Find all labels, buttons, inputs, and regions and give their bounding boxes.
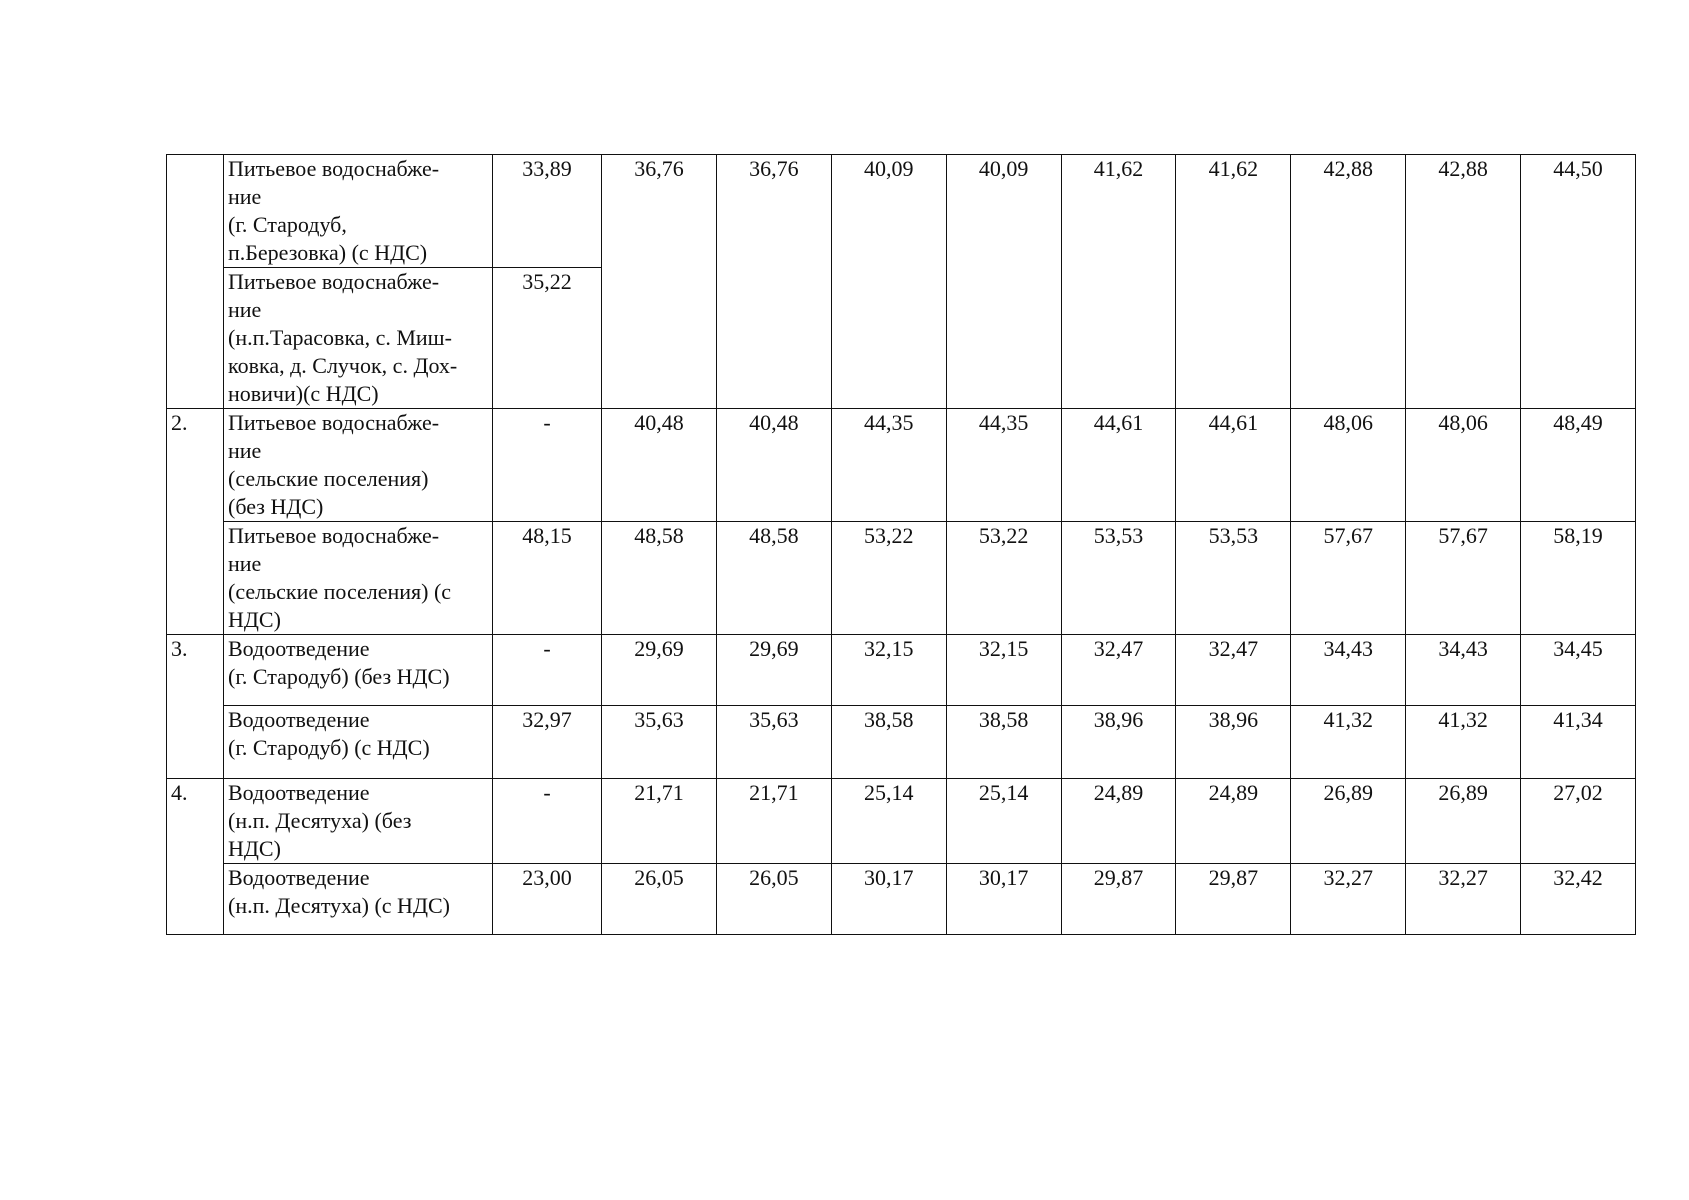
base-value-cell: 35,22 <box>493 268 602 409</box>
value-cell: 41,34 <box>1521 706 1636 779</box>
value-cell: 35,63 <box>602 706 717 779</box>
value-cell: 41,62 <box>1061 155 1176 409</box>
value-cell: 34,43 <box>1406 635 1521 706</box>
value-cell: 21,71 <box>716 779 831 864</box>
service-name-text: Питьевое водоснабже- ние (сельские поселения) (без НДС) <box>228 410 440 519</box>
table-row <box>167 522 1636 635</box>
table-row <box>167 409 1636 522</box>
value-cell: 32,47 <box>1061 635 1176 706</box>
value-cell: 40,48 <box>602 409 717 522</box>
value-cell: 38,96 <box>1061 706 1176 779</box>
value-cell: 30,17 <box>831 864 946 935</box>
value-cell: 24,89 <box>1176 779 1291 864</box>
value-cell: 36,76 <box>602 155 717 409</box>
service-name <box>224 522 493 635</box>
value-cell: 25,14 <box>946 779 1061 864</box>
service-name <box>224 268 493 409</box>
tariff-table-wrapper <box>166 154 1636 935</box>
value-cell: 48,58 <box>602 522 717 635</box>
value-cell: 32,15 <box>831 635 946 706</box>
service-name <box>224 706 493 779</box>
value-cell: 44,50 <box>1521 155 1636 409</box>
value-cell: 44,35 <box>831 409 946 522</box>
value-cell: 48,06 <box>1406 409 1521 522</box>
value-cell: 30,17 <box>946 864 1061 935</box>
value-cell: 48,49 <box>1521 409 1636 522</box>
value-cell: 53,22 <box>831 522 946 635</box>
base-value-cell: - <box>493 409 602 522</box>
value-cell: 36,76 <box>716 155 831 409</box>
value-cell: 35,63 <box>716 706 831 779</box>
table-row <box>167 779 1636 864</box>
value-cell: 26,89 <box>1406 779 1521 864</box>
value-cell: 41,62 <box>1176 155 1291 409</box>
value-cell: 40,09 <box>831 155 946 409</box>
value-cell: 44,61 <box>1061 409 1176 522</box>
value-cell: 53,22 <box>946 522 1061 635</box>
value-cell: 42,88 <box>1291 155 1406 409</box>
value-cell: 32,15 <box>946 635 1061 706</box>
tariff-table <box>166 154 1636 935</box>
value-cell: 29,69 <box>716 635 831 706</box>
value-cell: 40,09 <box>946 155 1061 409</box>
value-cell: 32,42 <box>1521 864 1636 935</box>
row-number: 2. <box>167 409 224 635</box>
row-number <box>167 155 224 409</box>
value-cell: 53,53 <box>1061 522 1176 635</box>
value-cell: 21,71 <box>602 779 717 864</box>
value-cell: 57,67 <box>1291 522 1406 635</box>
service-name-text: Водоотведение (н.п. Десятуха) (без НДС) <box>228 780 412 861</box>
service-name-text: Водоотведение (н.п. Десятуха) (с НДС) <box>228 865 450 918</box>
service-name <box>224 864 493 935</box>
value-cell: 32,47 <box>1176 635 1291 706</box>
table-row <box>167 706 1636 779</box>
value-cell: 48,58 <box>716 522 831 635</box>
value-cell: 26,89 <box>1291 779 1406 864</box>
base-value-cell: 23,00 <box>493 864 602 935</box>
service-name <box>224 155 493 268</box>
value-cell: 29,87 <box>1061 864 1176 935</box>
value-cell: 32,27 <box>1406 864 1521 935</box>
row-number: 3. <box>167 635 224 779</box>
value-cell: 58,19 <box>1521 522 1636 635</box>
service-name <box>224 635 493 706</box>
service-name-text: Питьевое водоснабже- ние (г. Стародуб, п.Березовка) (с НДС) <box>228 156 440 265</box>
table-row <box>167 864 1636 935</box>
value-cell: 48,06 <box>1291 409 1406 522</box>
value-cell: 41,32 <box>1291 706 1406 779</box>
table-row <box>167 635 1636 706</box>
service-name-text: Питьевое водоснабже- ние (сельские поселения) (с НДС) <box>228 523 452 632</box>
value-cell: 27,02 <box>1521 779 1636 864</box>
value-cell: 44,35 <box>946 409 1061 522</box>
base-value-cell: 48,15 <box>493 522 602 635</box>
value-cell: 41,32 <box>1406 706 1521 779</box>
value-cell: 26,05 <box>602 864 717 935</box>
value-cell: 44,61 <box>1176 409 1291 522</box>
value-cell: 25,14 <box>831 779 946 864</box>
tariff-table-body <box>167 155 1636 935</box>
service-name-text: Водоотведение (г. Стародуб) (с НДС) <box>228 707 430 760</box>
base-value-cell: 32,97 <box>493 706 602 779</box>
value-cell: 26,05 <box>716 864 831 935</box>
row-number: 4. <box>167 779 224 935</box>
value-cell: 38,58 <box>946 706 1061 779</box>
value-cell: 32,27 <box>1291 864 1406 935</box>
value-cell: 38,58 <box>831 706 946 779</box>
value-cell: 42,88 <box>1406 155 1521 409</box>
value-cell: 53,53 <box>1176 522 1291 635</box>
value-cell: 40,48 <box>716 409 831 522</box>
service-name-text: Питьевое водоснабже- ние (н.п.Тарасовка, с. Миш- ковка, д. Случок, с. Дох- новичи)(с НДС) <box>228 269 458 406</box>
service-name-text: Водоотведение (г. Стародуб) (без НДС) <box>228 636 450 689</box>
service-name <box>224 779 493 864</box>
base-value-cell: - <box>493 635 602 706</box>
value-cell: 57,67 <box>1406 522 1521 635</box>
base-value-cell: 33,89 <box>493 155 602 268</box>
base-value-cell: - <box>493 779 602 864</box>
service-name <box>224 409 493 522</box>
table-row <box>167 155 1636 268</box>
value-cell: 24,89 <box>1061 779 1176 864</box>
value-cell: 34,45 <box>1521 635 1636 706</box>
value-cell: 29,69 <box>602 635 717 706</box>
value-cell: 29,87 <box>1176 864 1291 935</box>
value-cell: 34,43 <box>1291 635 1406 706</box>
value-cell: 38,96 <box>1176 706 1291 779</box>
